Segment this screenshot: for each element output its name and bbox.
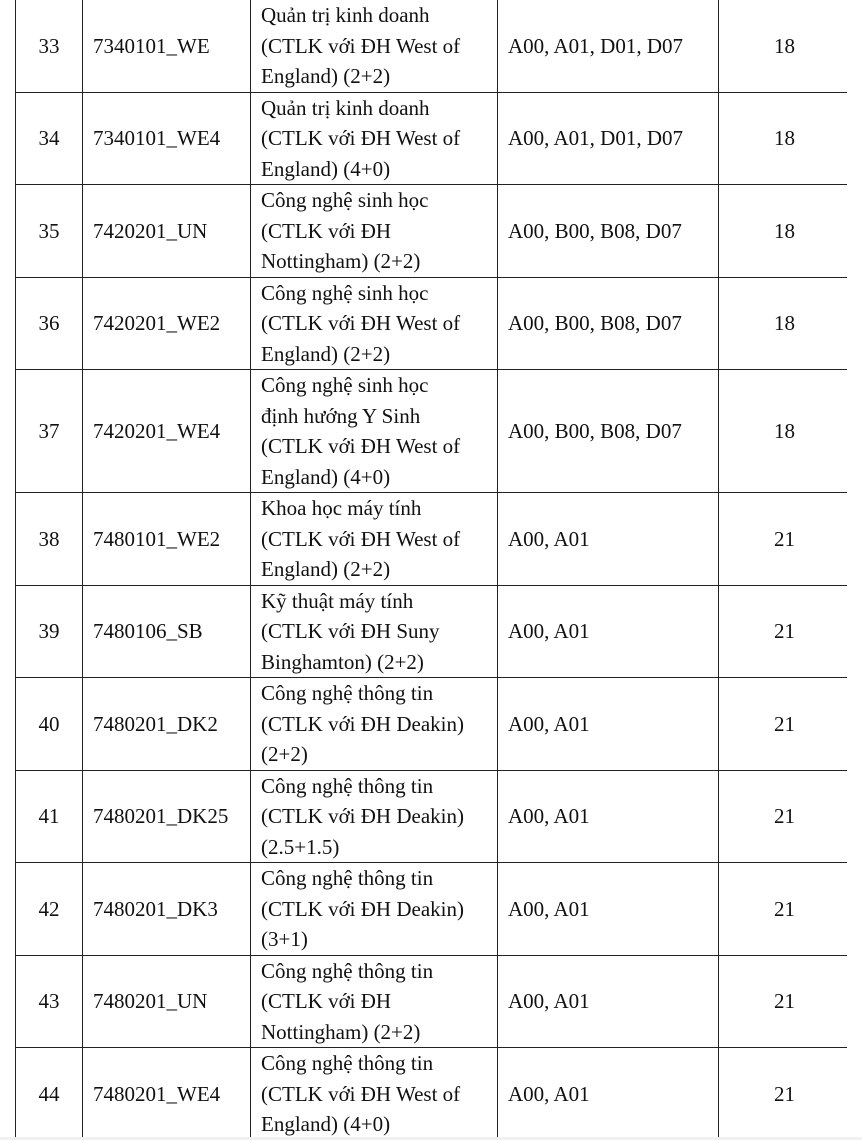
- major-name-cell: [251, 493, 498, 586]
- major-name-cell: [251, 770, 498, 863]
- subject-combos-cell: A00, A01, D01, D07: [498, 92, 719, 185]
- table-row: [16, 493, 851, 586]
- major-name-line: England) (4+0): [261, 1112, 391, 1136]
- row-number-cell: 43: [16, 955, 83, 1048]
- cutoff-score-cell: 21: [719, 863, 851, 956]
- major-name-line: Công nghệ thông tin: [261, 1051, 434, 1075]
- table-body: [16, 0, 851, 1140]
- major-name-line: (CTLK với ĐH West of: [261, 311, 461, 335]
- major-name-line: England) (4+0): [261, 156, 391, 181]
- major-name-cell: [251, 863, 498, 956]
- major-name-line: England) (2+2): [261, 557, 391, 581]
- major-code-cell: 7340101_WE: [83, 0, 251, 92]
- major-name-line: (CTLK với ĐH West of: [261, 526, 461, 551]
- major-name-line: (2+2): [261, 742, 308, 766]
- major-name-line: Công nghệ sinh học: [261, 373, 429, 397]
- major-code-cell: 7420201_UN: [83, 185, 251, 278]
- major-name-line: (CTLK với ĐH Suny: [261, 619, 440, 643]
- subject-combos-cell: A00, A01: [498, 863, 719, 956]
- major-name-cell: [251, 1048, 498, 1140]
- subject-combos-cell: A00, A01: [498, 585, 719, 678]
- table-row: [16, 585, 851, 678]
- major-code-cell: 7480201_DK3: [83, 863, 251, 956]
- row-number-cell: 36: [16, 277, 83, 370]
- major-name-line: (CTLK với ĐH Deakin): [261, 711, 464, 736]
- major-name-line: Quản trị kinh doanh: [261, 95, 430, 120]
- cutoff-score-cell: 21: [719, 955, 851, 1048]
- major-name-line: Công nghệ sinh học: [261, 280, 429, 305]
- cutoff-score-cell: 21: [719, 493, 851, 586]
- page-margin-right: [847, 0, 862, 1140]
- subject-combos-cell: A00, A01: [498, 493, 719, 586]
- subject-combos-cell: A00, A01, D01, D07: [498, 0, 719, 92]
- table-row: [16, 863, 851, 956]
- table-row: [16, 678, 851, 771]
- major-name-line: (CTLK với ĐH West of: [261, 126, 461, 150]
- row-number-cell: 35: [16, 185, 83, 278]
- major-name-cell: [251, 585, 498, 678]
- major-code-cell: 7480101_WE2: [83, 493, 251, 586]
- major-name-cell: [251, 370, 498, 493]
- major-code-cell: 7340101_WE4: [83, 92, 251, 185]
- subject-combos-cell: A00, B00, B08, D07: [498, 370, 719, 493]
- table-row: [16, 92, 851, 185]
- major-name-line: Binghamton) (2+2): [261, 649, 424, 674]
- major-name-line: Công nghệ thông tin: [261, 773, 434, 798]
- table-row: [16, 1048, 851, 1140]
- subject-combos-cell: A00, A01: [498, 955, 719, 1048]
- subject-combos-cell: A00, B00, B08, D07: [498, 277, 719, 370]
- table-row: [16, 955, 851, 1048]
- major-name-line: Nottingham) (2+2): [261, 1019, 421, 1044]
- major-name-line: England) (4+0): [261, 464, 391, 489]
- row-number-cell: 37: [16, 370, 83, 493]
- cutoff-score-cell: 21: [719, 678, 851, 771]
- major-name-line: England) (2+2): [261, 341, 391, 366]
- major-code-cell: 7420201_WE4: [83, 370, 251, 493]
- major-name-line: Nottingham) (2+2): [261, 249, 421, 273]
- subject-combos-cell: A00, A01: [498, 678, 719, 771]
- table-row: [16, 0, 851, 92]
- major-code-cell: 7480106_SB: [83, 585, 251, 678]
- table-row: [16, 277, 851, 370]
- major-code-cell: 7420201_WE2: [83, 277, 251, 370]
- row-number-cell: 44: [16, 1048, 83, 1140]
- major-code-cell: 7480201_UN: [83, 955, 251, 1048]
- major-name-line: (CTLK với ĐH: [261, 218, 392, 243]
- major-name-line: Quản trị kinh doanh: [261, 3, 430, 27]
- major-name-line: định hướng Y Sinh: [261, 403, 421, 428]
- major-name-line: (CTLK với ĐH West of: [261, 434, 461, 458]
- major-name-line: England) (2+2): [261, 64, 391, 88]
- table-row: [16, 770, 851, 863]
- row-number-cell: 42: [16, 863, 83, 956]
- major-name-cell: [251, 92, 498, 185]
- row-number-cell: 39: [16, 585, 83, 678]
- cutoff-score-cell: 21: [719, 1048, 851, 1140]
- cutoff-score-cell: 18: [719, 185, 851, 278]
- cutoff-score-cell: 18: [719, 370, 851, 493]
- row-number-cell: 40: [16, 678, 83, 771]
- row-number-cell: 33: [16, 0, 83, 92]
- major-code-cell: 7480201_DK25: [83, 770, 251, 863]
- cutoff-score-cell: 21: [719, 770, 851, 863]
- row-number-cell: 34: [16, 92, 83, 185]
- major-name-line: Công nghệ thông tin: [261, 958, 434, 983]
- cutoff-score-cell: 21: [719, 585, 851, 678]
- major-name-cell: [251, 955, 498, 1048]
- major-code-cell: 7480201_WE4: [83, 1048, 251, 1140]
- cutoff-score-cell: 18: [719, 277, 851, 370]
- major-name-line: Công nghệ thông tin: [261, 866, 434, 890]
- row-number-cell: 41: [16, 770, 83, 863]
- major-name-line: (CTLK với ĐH West of: [261, 33, 461, 58]
- major-name-cell: [251, 277, 498, 370]
- major-name-line: (CTLK với ĐH Deakin): [261, 804, 464, 828]
- major-name-line: (CTLK với ĐH West of: [261, 1081, 461, 1106]
- admission-score-table: [15, 0, 851, 1140]
- major-name-cell: [251, 185, 498, 278]
- major-name-line: Công nghệ sinh học: [261, 188, 429, 212]
- cutoff-score-cell: 18: [719, 92, 851, 185]
- table-row: [16, 185, 851, 278]
- subject-combos-cell: A00, A01: [498, 770, 719, 863]
- major-code-cell: 7480201_DK2: [83, 678, 251, 771]
- major-name-line: (CTLK với ĐH: [261, 989, 392, 1013]
- major-name-cell: [251, 678, 498, 771]
- major-name-cell: [251, 0, 498, 92]
- major-name-line: Kỹ thuật máy tính: [261, 588, 414, 613]
- subject-combos-cell: A00, B00, B08, D07: [498, 185, 719, 278]
- major-name-line: Khoa học máy tính: [261, 496, 422, 520]
- table-row: [16, 370, 851, 493]
- cutoff-score-cell: 18: [719, 0, 851, 92]
- row-number-cell: 38: [16, 493, 83, 586]
- subject-combos-cell: A00, A01: [498, 1048, 719, 1140]
- major-name-line: Công nghệ thông tin: [261, 681, 434, 705]
- major-name-line: (2.5+1.5): [261, 834, 340, 859]
- major-name-line: (3+1): [261, 927, 308, 951]
- major-name-line: (CTLK với ĐH Deakin): [261, 896, 464, 921]
